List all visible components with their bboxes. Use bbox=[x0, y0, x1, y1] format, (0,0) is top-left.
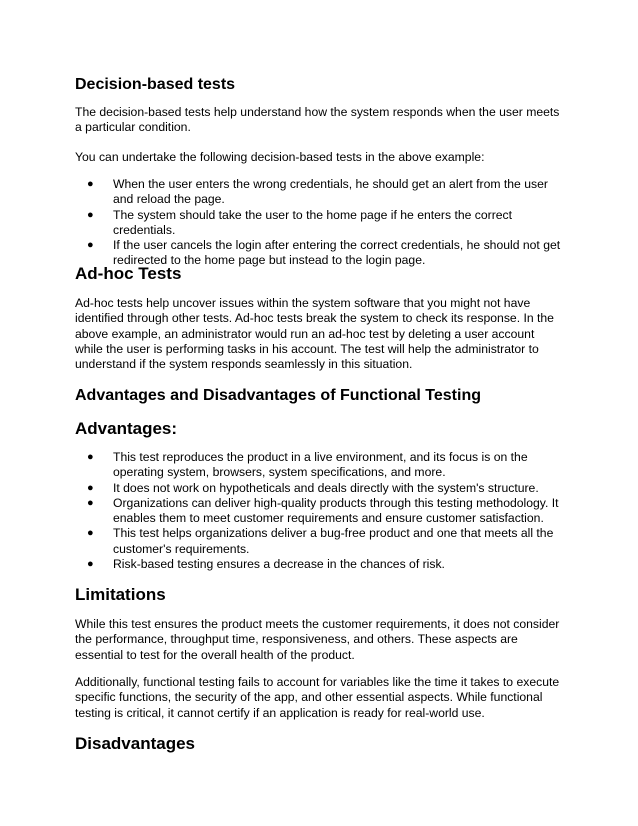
decision-intro-paragraph: The decision-based tests help understand how the system responds when the user meets a particular condition. bbox=[75, 105, 560, 135]
section-decision-based bbox=[75, 75, 565, 95]
list-item: ● It does not work on hypotheticals and deals directly with the system's structure. bbox=[87, 480, 539, 495]
section-advantages bbox=[75, 419, 565, 439]
bullet-icon: ● bbox=[87, 178, 94, 190]
list-item: ● This test helps organizations deliver a bug-free product and one that meets all the customer's requirements. bbox=[87, 526, 554, 556]
list-item: ● Organizations can deliver high-quality products through this testing methodology. It enables them to meet customer requirements and ensure customer satisfaction. bbox=[87, 495, 559, 526]
bullet-icon: ● bbox=[87, 239, 94, 252]
heading-limitations: Limitations bbox=[75, 585, 166, 604]
section-disadvantages bbox=[75, 734, 565, 754]
decision-intro-block bbox=[75, 105, 565, 136]
heading-advantages: Advantages: bbox=[75, 419, 178, 438]
decision-lead-paragraph: You can undertake the following decision-based tests in the above example: bbox=[75, 150, 485, 164]
heading-adhoc: Ad-hoc Tests bbox=[75, 264, 182, 283]
list-item: ● Risk-based testing ensures a decrease in the chances of risk. bbox=[87, 557, 445, 572]
advantages-list bbox=[75, 450, 565, 572]
list-item: ● If the user cancels the login after entering the correct credentials, he should not get redirected to the home page but instead to the login page. bbox=[87, 238, 561, 268]
heading-disadvantages: Disadvantages bbox=[75, 734, 195, 753]
section-adhoc bbox=[75, 264, 565, 284]
list-item: ● This test reproduces the product in a live environment, and its focus is on the operating system, browsers, system specifications, and more. bbox=[87, 450, 528, 480]
limitations-para1-block bbox=[75, 617, 565, 663]
adhoc-paragraph: Ad-hoc tests help uncover issues within the system software that you might not have identified through other tests. Ad-hoc tests break the system to check its response. In the above example, an administrator would run an ad-hoc test by deleting a user account while the user is performing tasks in his account. The test will help the administrator to understand if the system responds seamlessly in this situation. bbox=[75, 296, 554, 372]
bullet-icon: ● bbox=[87, 527, 94, 540]
bullet-icon: ● bbox=[87, 496, 94, 509]
heading-decision-based: Decision-based tests bbox=[75, 76, 236, 93]
decision-list-block bbox=[75, 177, 565, 269]
bullet-icon: ● bbox=[87, 208, 94, 221]
section-limitations bbox=[75, 585, 565, 605]
section-adv-dis bbox=[75, 386, 565, 406]
bullet-icon: ● bbox=[87, 451, 94, 463]
heading-adv-dis: Advantages and Disadvantages of Functional Testing bbox=[75, 387, 481, 404]
adhoc-body-block bbox=[75, 296, 565, 372]
decision-lead-block bbox=[75, 150, 565, 165]
limitations-paragraph-2: Additionally, functional testing fails to account for variables like the time it takes to execute specific functions, the security of the app, and other essential aspects. While functional testing is critical, it cannot certify if an application is ready for real-world use. bbox=[75, 675, 560, 720]
list-item: ● The system should take the user to the home page if he enters the correct credentials. bbox=[87, 207, 513, 237]
list-item: ● When the user enters the wrong credentials, he should get an alert from the user and reload the page. bbox=[87, 177, 548, 207]
limitations-para2-block bbox=[75, 675, 565, 721]
bullet-icon: ● bbox=[87, 558, 94, 571]
advantages-list-block bbox=[75, 450, 565, 572]
limitations-paragraph-1: While this test ensures the product meets the customer requirements, it does not consider the performance, throughput time, responsiveness, and others. These aspects are essential to test for the overall health of the product. bbox=[75, 617, 560, 662]
bullet-icon: ● bbox=[87, 481, 94, 494]
decision-list bbox=[75, 177, 565, 269]
